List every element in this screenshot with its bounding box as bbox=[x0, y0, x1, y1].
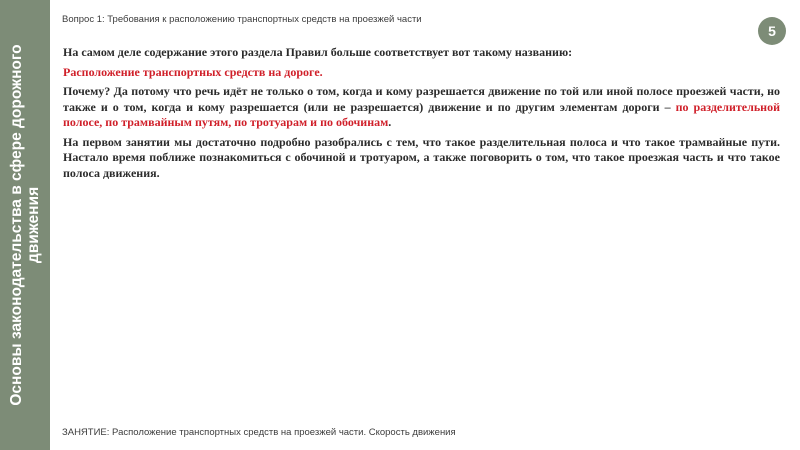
highlight-heading: Расположение транспортных средств на дороге. bbox=[63, 64, 323, 79]
why-paragraph bbox=[63, 84, 780, 131]
slide-header: Вопрос 1: Требования к расположению транспортных средств на проезжей части bbox=[62, 14, 422, 25]
lesson-paragraph: На первом занятии мы достаточно подробно разобрались с тем, что такое разделительная полоса и что такое трамвайные пути. Настало время поближе познакомиться с обочиной и тротуаром, а также поговорить о том, что такое проезжая часть и что такое полоса движения. bbox=[63, 134, 780, 180]
slide-number-badge: 5 bbox=[758, 17, 786, 45]
sidebar-title: Основы законодательства в сфере дорожного движения bbox=[8, 44, 42, 406]
why-end: . bbox=[388, 115, 392, 129]
road-elements-highlight: по разделительной полосе, по трамвайным путям, по тротуарам и по обочинам bbox=[63, 99, 780, 129]
why-text: Почему? Да потому что речь идёт не только о том, когда и кому разрешается движение по той или иной полосе проезжей части, но также и о том, когда и кому разрешается (или не разрешается) движение и по другим элементам дороги – bbox=[63, 84, 780, 114]
slide-footer: ЗАНЯТИЕ: Расположение транспортных средств на проезжей части. Скорость движения bbox=[62, 427, 456, 438]
slide-content bbox=[63, 45, 780, 185]
sidebar bbox=[0, 0, 50, 450]
intro-paragraph: На самом деле содержание этого раздела Правил больше соответствует вот такому названию: bbox=[63, 45, 573, 59]
